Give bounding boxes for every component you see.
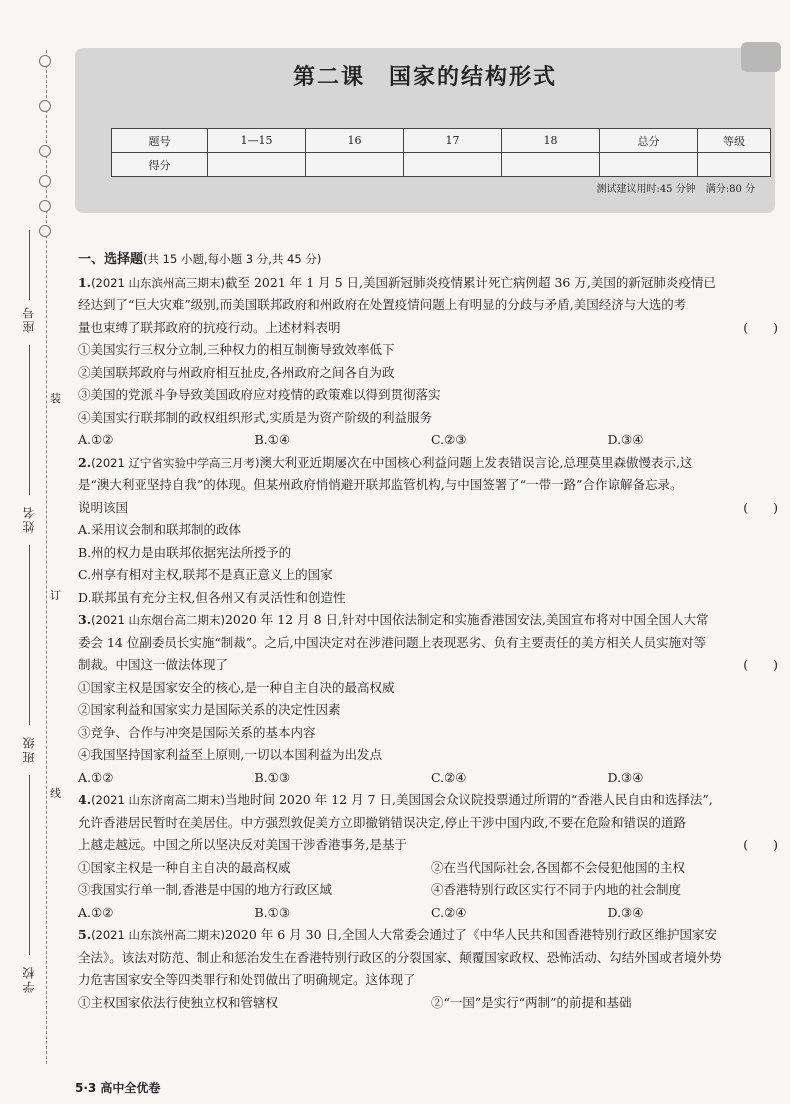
question-number: 2.	[78, 454, 92, 470]
question-text: 上越走越远。中国之所以坚决反对美国干涉香港事务,是基于	[78, 837, 407, 852]
option-d[interactable]: D.③④	[607, 432, 644, 447]
score-cell[interactable]	[306, 153, 404, 177]
statement-item: ②美国联邦政府与州政府相互扯皮,各州政府之间各自为政	[78, 364, 395, 380]
binding-char-zhuang: 装	[50, 392, 61, 405]
binding-hole	[39, 55, 51, 67]
option-c[interactable]: C.②④	[431, 904, 467, 920]
binding-hole	[39, 100, 51, 112]
time-note: 测试建议用时:45 分钟 满分:80 分	[596, 184, 755, 195]
school-label: 学校	[22, 965, 36, 993]
score-cell[interactable]	[404, 153, 502, 177]
statement-row	[78, 857, 784, 880]
question-1-line	[78, 272, 784, 295]
answer-parens[interactable]: ( )	[743, 499, 778, 515]
table-cell: 18	[502, 129, 600, 153]
question-text: 经达到了“巨大灾难”级别,而美国联邦政府和州政府在处置疫情问题上有明显的分歧与矛盾,美国经济与大选的考	[78, 297, 687, 312]
answer-options	[78, 429, 784, 452]
question-text-row	[78, 497, 784, 520]
question-source: (2021 山东烟台高二期末)	[91, 613, 225, 627]
option-c[interactable]: C.州享有相对主权,联邦不是真正意义上的国家	[78, 567, 333, 582]
table-cell: 17	[404, 129, 502, 153]
option-a[interactable]: A.①②	[78, 904, 114, 920]
question-text: 委会 14 位副委员长实施“制裁”。之后,中国决定对在涉港问题上表现恶劣、负有主要责任的美方相关人员实施对等	[78, 634, 707, 650]
question-2-line	[78, 452, 784, 475]
question-text: 全法》。该法对防范、制止和惩治发生在香港特别行政区的分裂国家、颠覆国家政权、恐怖活动、勾结外国或者境外势	[78, 949, 722, 965]
score-cell[interactable]	[502, 153, 600, 177]
question-text: 说明该国	[78, 499, 129, 515]
question-text: 量也束缚了联邦政府的抗疫行动。上述材料表明	[78, 319, 341, 335]
question-text-row	[78, 317, 784, 340]
question-5-line	[78, 924, 784, 947]
statement-item: ①主权国家依法行使独立权和管辖权	[78, 994, 279, 1010]
answer-parens[interactable]: ( )	[743, 657, 778, 672]
class-label: 班级	[22, 735, 36, 763]
school-line	[29, 775, 30, 955]
score-cell[interactable]	[600, 153, 698, 177]
class-line	[29, 545, 30, 725]
score-table	[111, 128, 771, 177]
table-cell: 总分	[600, 129, 698, 153]
binding-char-ding: 订	[50, 589, 61, 602]
question-text-row	[78, 834, 784, 857]
option-c[interactable]: C.②④	[431, 769, 467, 785]
statement-item: ③美国的党派斗争导致美国政府应对疫情的政策难以得到贯彻落实	[78, 387, 441, 402]
question-number: 4.	[78, 792, 92, 807]
table-cell: 题号	[112, 129, 208, 153]
answer-parens[interactable]: ( )	[743, 837, 778, 852]
question-text: 允许香港居民暂时在美居住。中方强烈敦促美方立即撤销错误决定,停止干涉中国内政,不要在危险和错误的道路	[78, 814, 686, 830]
question-number: 5.	[78, 927, 92, 942]
binding-hole	[39, 225, 51, 237]
question-source: (2021 辽宁省实验中学高三月考)	[91, 455, 260, 470]
score-table-header-row	[112, 129, 771, 153]
question-number: 3.	[78, 612, 92, 627]
statement-row	[78, 992, 784, 1015]
option-d[interactable]: D.③④	[607, 904, 644, 920]
statement-item: ②国家利益和国家实力是国际关系的决定性因素	[78, 702, 341, 717]
statement-item: ③竞争、合作与冲突是国际关系的基本内容	[78, 724, 316, 740]
question-source: (2021 山东滨州高二期末)	[91, 928, 225, 942]
question-text: 澳大利亚近期屡次在中国核心利益问题上发表错误言论,总理莫里森傲慢表示,这	[259, 454, 693, 470]
question-text: 2020 年 12 月 8 日,针对中国依法制定和实施香港国安法,美国宣布将对中国全国人大常	[224, 612, 709, 627]
seat-line	[29, 230, 30, 300]
table-cell: 得分	[112, 153, 208, 177]
question-source: (2021 山东济南高二期末)	[91, 793, 225, 807]
table-cell: 1—15	[208, 129, 306, 153]
score-cell[interactable]	[208, 153, 306, 177]
statement-item: ④香港特别行政区实行不同于内地的社会制度	[431, 882, 682, 897]
name-label: 姓名	[22, 505, 36, 533]
option-c[interactable]: C.②③	[431, 432, 467, 447]
statement-item: ④我国坚持国家利益至上原则,一切以本国利益为出发点	[78, 747, 382, 762]
statement-item: ②在当代国际社会,各国都不会侵犯他国的主权	[431, 859, 685, 875]
question-text: 力危害国家安全等四类罪行和处罚做出了明确规定。这体现了	[78, 972, 416, 987]
question-text: 当地时间 2020 年 12 月 7 日,美国国会众议院投票通过所谓的“香港人民自由和选择法”,	[224, 792, 713, 807]
table-cell: 等级	[698, 129, 771, 153]
answer-options	[78, 767, 784, 790]
question-source: (2021 山东滨州高三期末)	[91, 275, 225, 290]
statement-item: ①国家主权是国家安全的核心,是一种自主自决的最高权威	[78, 679, 395, 695]
score-table-score-row	[112, 153, 771, 177]
section-title: 一、选择题	[78, 252, 144, 267]
lesson-header	[75, 48, 775, 213]
question-text: 制裁。中国这一做法体现了	[78, 657, 229, 672]
statement-item: ①美国实行三权分立制,三种权力的相互制衡导致效率低下	[78, 342, 395, 357]
option-a[interactable]: A.采用议会制和联邦制的政体	[78, 522, 242, 537]
question-area	[78, 248, 784, 1014]
name-line	[29, 345, 30, 495]
question-4-line	[78, 789, 784, 812]
option-b[interactable]: B.①③	[254, 769, 291, 785]
option-b[interactable]: B.①④	[254, 432, 291, 447]
option-d[interactable]: D.联邦虽有充分主权,但各州又有灵活性和创造性	[78, 589, 346, 605]
question-text: 是“澳大利亚坚持自我”的体现。但某州政府悄悄避开联邦监管机构,与中国签署了“一带一路”合作谅解备忘录。	[78, 477, 683, 492]
binding-hole	[39, 145, 51, 157]
option-a[interactable]: A.①②	[78, 432, 114, 447]
score-cell[interactable]	[698, 153, 771, 177]
seat-label: 座号	[22, 305, 36, 333]
statement-item: ③我国实行单一制,香港是中国的地方行政区域	[78, 882, 332, 897]
option-b[interactable]: B.州的权力是由联邦依据宪法所授予的	[78, 544, 292, 560]
lesson-title: 第二课 国家的结构形式	[292, 64, 557, 90]
statement-row	[78, 879, 784, 902]
answer-parens[interactable]: ( )	[743, 319, 778, 335]
section-note: (共 15 小题,每小题 3 分,共 45 分)	[143, 252, 322, 266]
question-text: 截至 2021 年 1 月 5 日,美国新冠肺炎疫情累计死亡病例超 36 万,美国的新冠肺炎疫情已	[224, 274, 716, 290]
binding-hole	[39, 200, 51, 212]
statement-item: ②“一国”是实行“两制”的前提和基础	[431, 994, 632, 1010]
option-a[interactable]: A.①②	[78, 769, 114, 785]
table-cell: 16	[306, 129, 404, 153]
option-b[interactable]: B.①③	[254, 904, 291, 920]
binding-char-xian: 线	[50, 787, 61, 800]
question-3-line	[78, 609, 784, 632]
statement-item: ④美国实行联邦制的政权组织形式,实质是为资产阶级的利益服务	[78, 409, 432, 425]
footer-brand: 5·3 高中全优卷	[75, 1081, 161, 1095]
answer-options	[78, 902, 784, 925]
question-text: 2020 年 6 月 30 日,全国人大常委会通过了《中华人民共和国香港特别行政区维护国家安	[224, 927, 717, 942]
statement-item: ①国家主权是一种自主自决的最高权威	[78, 859, 291, 875]
question-number: 1.	[78, 274, 92, 290]
binding-hole	[39, 175, 51, 187]
question-text-row	[78, 654, 784, 677]
section-heading	[78, 248, 784, 272]
option-d[interactable]: D.③④	[607, 769, 644, 785]
